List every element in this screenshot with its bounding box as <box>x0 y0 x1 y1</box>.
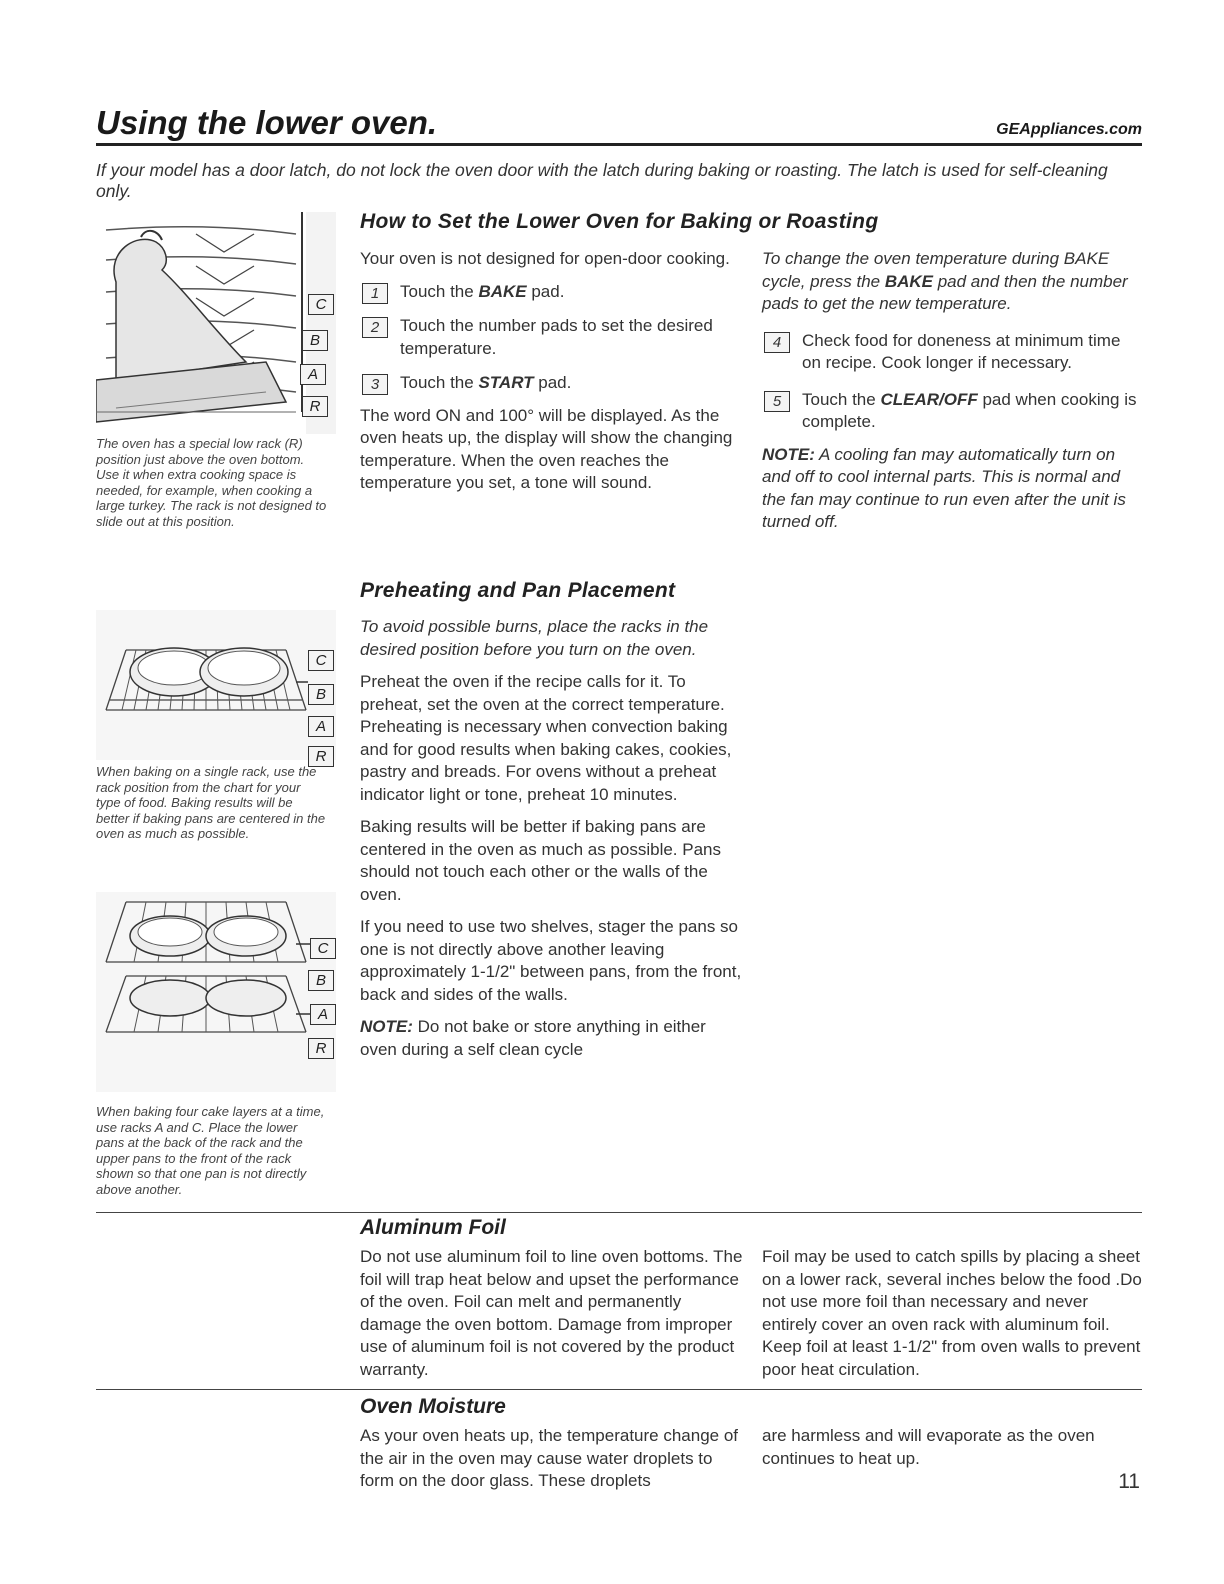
moisture-column-1: As your oven heats up, the temperature change of the air in the oven may cause water droplets to form on the door glass. These droplets <box>360 1426 739 1490</box>
figure-3-caption: When baking four cake layers at a time, use racks A and C. Place the lower pans at the back of the rack and the upper pans to the front of the rack shown so that one pan is not directly above another. <box>96 1104 325 1197</box>
intro-warning: If your model has a door latch, do not lock the oven door with the latch during baking or roasting. The latch is used for self-cleaning only. <box>96 160 1108 201</box>
rack-label-a: A <box>308 716 334 737</box>
rack-label-r: R <box>308 1038 334 1059</box>
step-number: 4 <box>764 332 790 353</box>
baking-column-2 <box>762 248 1144 534</box>
baking-column-1 <box>360 248 740 495</box>
rack-label-c: C <box>310 938 336 959</box>
baking-step-1: 1 Touch the BAKE pad. <box>360 281 740 304</box>
step-number: 2 <box>362 317 388 338</box>
fan-note: NOTE: A cooling fan may automatically turn on and off to cool internal parts. This is normal and the fan may continue to run even after the unit is turned off. <box>762 444 1126 531</box>
baking-step-3: 3 Touch the START pad. <box>360 372 740 395</box>
baking-intro: Your oven is not designed for open-door cooking. <box>360 249 730 268</box>
preheat-body <box>360 616 745 1061</box>
rack-label-c: C <box>308 294 334 315</box>
foil-section-rule <box>96 1212 1142 1213</box>
preheat-intro: To avoid possible burns, place the racks in the desired position before you turn on the oven. <box>360 617 709 659</box>
figure-1-caption: The oven has a special low rack (R) position just above the oven bottom. Use it when extra cooking space is needed, for example, when cooking a large turkey. The rack is not designed to slide out at this position. <box>96 436 327 529</box>
moisture-heading: Oven Moisture <box>360 1395 506 1418</box>
rack-label-a: A <box>310 1004 336 1025</box>
baking-step-4: 4 Check food for doneness at minimum time on recipe. Cook longer if necessary. <box>762 330 1144 375</box>
baking-heading: How to Set the Lower Oven for Baking or Roasting <box>360 210 879 233</box>
page-title: Using the lower oven. <box>96 104 438 141</box>
rack-label-b: B <box>308 970 334 991</box>
change-temp-note: To change the oven temperature during BAKE cycle, press the BAKE pad and then the number pads to get the new temperature. <box>762 249 1128 313</box>
step-number: 1 <box>362 283 388 304</box>
rack-label-a: A <box>300 364 326 385</box>
self-clean-note: NOTE: Do not bake or store anything in either oven during a self clean cycle <box>360 1017 706 1059</box>
rack-label-r: R <box>302 396 328 417</box>
baking-after-steps: The word ON and 100° will be displayed. As the oven heats up, the display will show the changing temperature. When the oven reaches the temperature you set, a tone will sound. <box>360 405 733 492</box>
start-pad-keyword: START <box>478 373 534 392</box>
foil-column-1: Do not use aluminum foil to line oven bottoms. The foil will trap heat below and upset the performance of the oven. Foil can melt and permanently damage the oven bottom. Damage from improper use of aluminum foil is not covered by the product warranty. <box>360 1247 743 1379</box>
baking-step-5: 5 Touch the CLEAR/OFF pad when cooking is complete. <box>762 389 1144 434</box>
foil-column-2: Foil may be used to catch spills by placing a sheet on a lower rack, several inches below the food .Do not use more foil than necessary and never entirely cover an oven rack with aluminum foil. Keep foil at least 1-1/2" from oven walls to prevent poor heat circulation. <box>762 1247 1142 1379</box>
rack-label-b: B <box>302 330 328 351</box>
moisture-column-2: are harmless and will evaporate as the oven continues to heat up. <box>762 1426 1095 1468</box>
baking-step-2: 2 Touch the number pads to set the desired temperature. <box>360 315 740 360</box>
rack-label-r: R <box>308 746 334 767</box>
bake-pad-keyword: BAKE <box>478 281 527 301</box>
rack-label-b: B <box>308 684 334 705</box>
figure-single-rack <box>96 610 336 765</box>
foil-heading: Aluminum Foil <box>360 1216 506 1239</box>
figure-2-caption: When baking on a single rack, use the rack position from the chart for your type of food. Baking results will be better if baking pans are centered in the oven as much as possible. <box>96 764 326 841</box>
page-number: 11 <box>1118 1470 1140 1493</box>
header-rule <box>96 143 1142 146</box>
preheat-paragraph-3: If you need to use two shelves, stager the pans so one is not directly above another leaving approximately 1-1/2" between pans, from the front, back and sides of the walls. <box>360 917 742 1004</box>
preheat-heading: Preheating and Pan Placement <box>360 579 676 602</box>
clear-off-pad-keyword: CLEAR/OFF <box>880 389 978 409</box>
figure-two-racks <box>96 892 336 1092</box>
step-number: 3 <box>362 374 388 395</box>
figure-rack-positions <box>96 212 336 434</box>
preheat-paragraph-2: Baking results will be better if baking pans are centered in the oven as much as possible. Pans should not touch each other or the walls of the oven. <box>360 817 721 904</box>
website-link[interactable]: GEAppliances.com <box>996 121 1142 138</box>
preheat-paragraph-1: Preheat the oven if the recipe calls for it. To preheat, set the oven at the correct temperature. Preheating is necessary when convection baking and for good results when baking cakes, cookies, pastry and breads. For ovens without a preheat indicator light or tone, preheat 10 minutes. <box>360 672 732 804</box>
rack-label-c: C <box>308 650 334 671</box>
moisture-section-rule <box>96 1389 1142 1390</box>
step-number: 5 <box>764 391 790 412</box>
